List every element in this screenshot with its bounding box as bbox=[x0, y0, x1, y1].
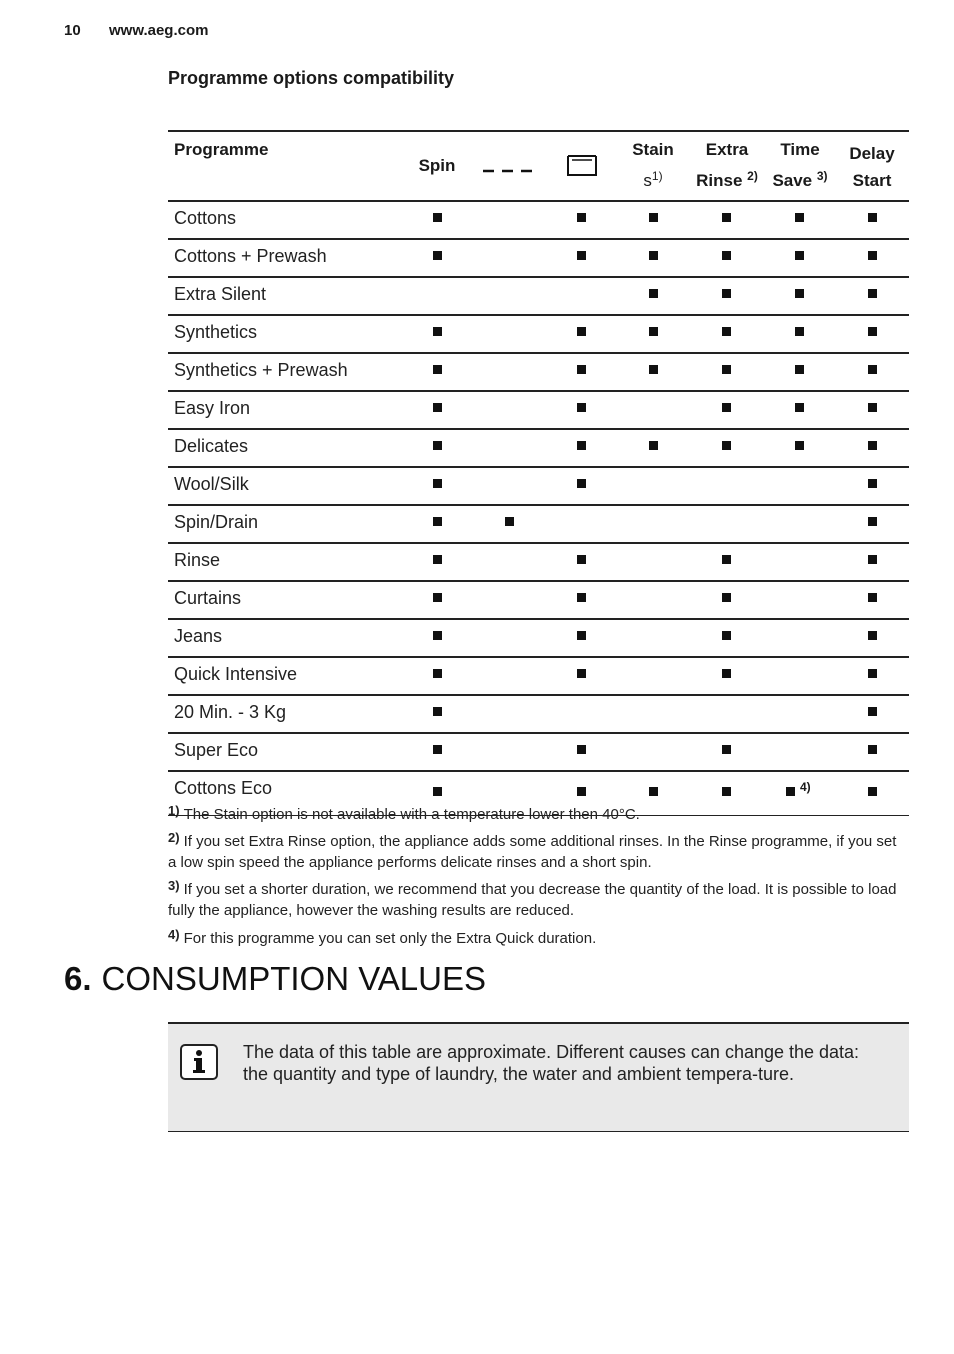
section-title: Programme options compatibility bbox=[168, 68, 455, 88]
table-row bbox=[168, 506, 909, 544]
programme-name: Easy Iron bbox=[174, 398, 251, 418]
compatibility-mark bbox=[577, 787, 586, 796]
compatibility-mark bbox=[433, 787, 442, 796]
compatibility-mark bbox=[649, 289, 658, 298]
footnote-number: 1) bbox=[168, 803, 180, 818]
footnote-number: 4) bbox=[168, 927, 180, 942]
compatibility-mark bbox=[868, 441, 877, 450]
programme-name: Super Eco bbox=[174, 740, 259, 760]
compatibility-mark bbox=[577, 479, 586, 488]
compatibility-mark bbox=[722, 213, 731, 222]
compatibility-mark bbox=[722, 745, 731, 754]
programme-name: Synthetics + Prewash bbox=[174, 360, 348, 380]
compatibility-mark bbox=[868, 479, 877, 488]
compatibility-mark bbox=[722, 289, 731, 298]
table-row bbox=[168, 240, 909, 278]
compatibility-mark bbox=[433, 745, 442, 754]
compatibility-mark bbox=[433, 669, 442, 678]
footnote-text: If you set Extra Rinse option, the appliance adds some additional rinses. In the Rinse programme, if you set a low spin speed the appliance performs delicate rinses and a short spin. bbox=[168, 833, 897, 871]
compatibility-mark bbox=[722, 327, 731, 336]
footnote-number: 2) bbox=[168, 830, 180, 845]
compatibility-mark bbox=[795, 441, 804, 450]
compatibility-mark bbox=[577, 365, 586, 374]
footnote bbox=[168, 875, 903, 921]
compatibility-mark bbox=[433, 555, 442, 564]
compatibility-mark bbox=[577, 745, 586, 754]
compatibility-mark bbox=[505, 517, 514, 526]
programme-name: Cottons + Prewash bbox=[174, 246, 327, 266]
programme-name: Cottons bbox=[174, 208, 237, 228]
compatibility-mark bbox=[868, 555, 877, 564]
table-header bbox=[168, 132, 909, 202]
footnote-text: The Stain option is not available with a temperature lower then 40°C. bbox=[183, 806, 640, 823]
table-row bbox=[168, 620, 909, 658]
table-row bbox=[168, 316, 909, 354]
table-row bbox=[168, 392, 909, 430]
table-row bbox=[168, 696, 909, 734]
table-row bbox=[168, 278, 909, 316]
compatibility-mark bbox=[868, 213, 877, 222]
compatibility-mark bbox=[795, 403, 804, 412]
compatibility-mark bbox=[722, 365, 731, 374]
table-row bbox=[168, 202, 909, 240]
compatibility-mark bbox=[577, 631, 586, 640]
compatibility-mark bbox=[868, 517, 877, 526]
table-row bbox=[168, 734, 909, 772]
table-row bbox=[168, 582, 909, 620]
programme-name: 20 Min. - 3 Kg bbox=[174, 702, 287, 722]
compatibility-mark bbox=[722, 251, 731, 260]
header-extra-rinse: Extra Rinse $^{2)}$ bbox=[696, 140, 758, 190]
compatibility-mark bbox=[722, 669, 731, 678]
programme-name: Extra Silent bbox=[174, 284, 267, 304]
programme-name: Quick Intensive bbox=[174, 664, 298, 684]
table-body bbox=[168, 202, 909, 815]
compatibility-mark bbox=[868, 787, 877, 796]
compatibility-mark bbox=[868, 745, 877, 754]
compatibility-mark bbox=[577, 251, 586, 260]
spin-drain-icon bbox=[480, 158, 540, 174]
compatibility-mark bbox=[577, 327, 586, 336]
table-row bbox=[168, 658, 909, 696]
compatibility-mark bbox=[722, 593, 731, 602]
header-stains: Stain $s^{1)}$ bbox=[632, 140, 674, 190]
compatibility-mark bbox=[795, 327, 804, 336]
compatibility-mark bbox=[868, 289, 877, 298]
footnote-text: If you set a shorter duration, we recommend that you decrease the quantity of the load. It is possible to load fully the appliance, however the washing results are reduced. bbox=[168, 881, 897, 919]
programme-name: Jeans bbox=[174, 626, 223, 646]
header-spin: Spin bbox=[418, 156, 456, 175]
programme-name: Spin/Drain bbox=[174, 512, 259, 532]
footnote-number: 3) bbox=[168, 878, 180, 893]
compatibility-mark bbox=[868, 707, 877, 716]
compatibility-mark bbox=[868, 251, 877, 260]
compatibility-mark bbox=[649, 441, 658, 450]
compatibility-mark bbox=[868, 669, 877, 678]
website-link[interactable]: www.aeg.com bbox=[109, 22, 209, 39]
compatibility-mark bbox=[649, 787, 658, 796]
compatibility-mark bbox=[433, 479, 442, 488]
table-row bbox=[168, 544, 909, 582]
compatibility-mark bbox=[868, 593, 877, 602]
programme-name: Wool/Silk bbox=[174, 474, 249, 494]
compatibility-mark bbox=[868, 631, 877, 640]
compatibility-mark bbox=[577, 441, 586, 450]
compatibility-mark bbox=[868, 327, 877, 336]
footnote-ref: 4) bbox=[800, 780, 811, 794]
compatibility-mark bbox=[433, 403, 442, 412]
header-programme: Programme bbox=[174, 140, 269, 159]
compatibility-mark bbox=[649, 365, 658, 374]
compatibility-mark bbox=[786, 787, 795, 796]
chapter-number: 6. bbox=[64, 960, 92, 997]
compatibility-mark bbox=[722, 787, 731, 796]
compatibility-mark bbox=[868, 365, 877, 374]
info-box bbox=[168, 1022, 909, 1132]
info-icon bbox=[180, 1044, 218, 1080]
info-text: The data of this table are approximate. Different causes can change the data: the quantity and type of laundry, the water and ambient tempera-ture. bbox=[243, 1042, 860, 1084]
compatibility-mark bbox=[577, 213, 586, 222]
footnote-text: For this programme you can set only the Extra Quick duration. bbox=[183, 930, 597, 947]
prewash-tray-icon bbox=[566, 152, 598, 178]
compatibility-mark bbox=[577, 669, 586, 678]
programme-name: Rinse bbox=[174, 550, 221, 570]
page-number: 10 bbox=[64, 22, 81, 39]
header-delay-start: Delay Start bbox=[849, 144, 895, 190]
footnote bbox=[168, 800, 903, 825]
table-row bbox=[168, 354, 909, 392]
compatibility-mark bbox=[795, 251, 804, 260]
compatibility-mark bbox=[577, 403, 586, 412]
programme-name: Delicates bbox=[174, 436, 249, 456]
compatibility-mark bbox=[649, 251, 658, 260]
compatibility-mark bbox=[722, 441, 731, 450]
header-time-save: Time Save $^{3)}$ bbox=[772, 140, 828, 190]
compatibility-mark bbox=[868, 403, 877, 412]
table-row bbox=[168, 430, 909, 468]
compatibility-mark bbox=[722, 631, 731, 640]
compatibility-mark bbox=[649, 327, 658, 336]
compatibility-mark bbox=[722, 555, 731, 564]
compatibility-mark bbox=[795, 289, 804, 298]
compatibility-mark bbox=[722, 403, 731, 412]
compatibility-mark bbox=[577, 593, 586, 602]
compatibility-mark bbox=[795, 213, 804, 222]
compatibility-mark bbox=[649, 213, 658, 222]
compatibility-mark bbox=[433, 327, 442, 336]
compatibility-table bbox=[168, 130, 909, 816]
compatibility-mark bbox=[433, 517, 442, 526]
programme-name: Synthetics bbox=[174, 322, 258, 342]
compatibility-mark bbox=[433, 707, 442, 716]
compatibility-mark bbox=[433, 593, 442, 602]
programme-name: Cottons Eco bbox=[174, 778, 273, 798]
compatibility-mark bbox=[433, 251, 442, 260]
footnote bbox=[168, 827, 903, 873]
programme-name: Curtains bbox=[174, 588, 242, 608]
compatibility-mark bbox=[577, 555, 586, 564]
compatibility-mark bbox=[433, 631, 442, 640]
footnote bbox=[168, 924, 903, 949]
chapter-heading bbox=[64, 960, 486, 998]
table-row bbox=[168, 468, 909, 506]
compatibility-mark bbox=[433, 213, 442, 222]
compatibility-mark bbox=[433, 365, 442, 374]
compatibility-mark bbox=[795, 365, 804, 374]
compatibility-mark bbox=[433, 441, 442, 450]
chapter-title: CONSUMPTION VALUES bbox=[101, 960, 486, 997]
